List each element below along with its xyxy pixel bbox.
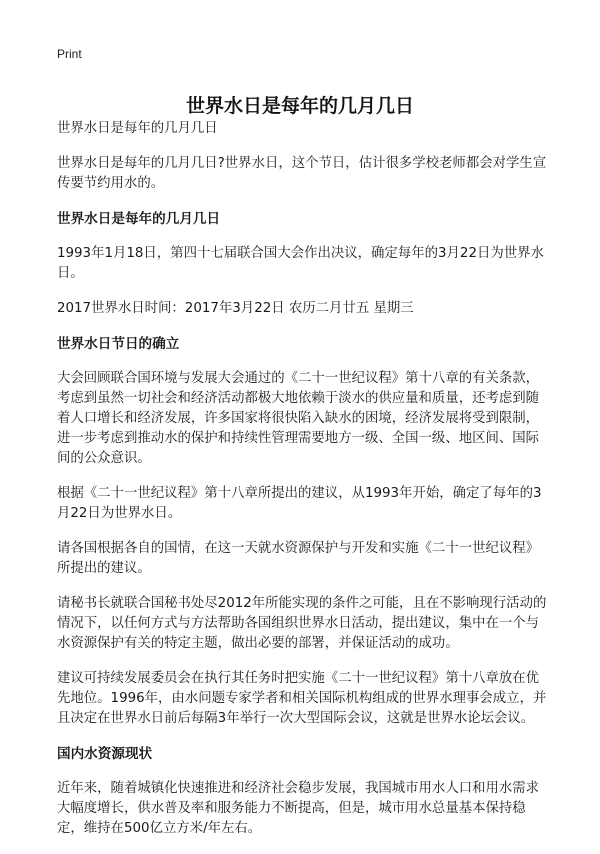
section-heading-date: 世界水日是每年的几月几日 <box>57 211 221 227</box>
paragraph-urban-water-use: 近年来，随着城镇化快速推进和经济社会稳步发展，我国城市用水人口和用水需求大幅度增长，供水普及率和服务能力不断提高，但是，城市用水总量基本保持稳定，维持在500亿立方米/年左右。 <box>57 781 540 836</box>
print-link[interactable]: Print <box>57 47 82 61</box>
paragraph-water-forum: 建议可持续发展委员会在执行其任务时把实施《二十一世纪议程》第十八章放在优先地位。1996年，由水问题专家学者和相关国际机构组成的世界水理事会成立，并且决定在世界水日前后每隔3年举行一次大型国际会议，这就是世界水论坛会议。 <box>57 671 547 726</box>
paragraph-agenda-review: 大会回顾联合国环境与发展大会通过的《二十一世纪议程》第十八章的有关条款，考虑到虽然一切社会和经济活动都极大地依赖于淡水的供应量和质量，还考虑到随着人口增长和经济发展，许多国家将很快陷入缺水的困境，经济发展将受到限制，进一步考虑到推动水的保护和持续性管理需要地方一级、全国一级、地区间、国际间的公众意识。 <box>57 371 540 466</box>
article-body <box>57 119 547 854</box>
article-subtitle: 世界水日是每年的几月几日 <box>57 121 218 136</box>
paragraph-resolution: 1993年1月18日，第四十七届联合国大会作出决议，确定每年的3月22日为世界水日。 <box>57 246 544 281</box>
paragraph-chapter-18: 根据《二十一世纪议程》第十八章所提出的建议，从1993年开始，确定了每年的3月22日为世界水日。 <box>57 486 542 521</box>
section-heading-domestic-water: 国内水资源现状 <box>57 746 153 762</box>
page-title: 世界水日是每年的几月几日 <box>185 94 414 117</box>
paragraph-2017-date: 2017世界水日时间：2017年3月22日 农历二月廿五 星期三 <box>57 301 414 316</box>
paragraph-national-conditions: 请各国根据各自的国情，在这一天就水资源保护与开发和实施《二十一世纪议程》所提出的建议。 <box>57 541 540 576</box>
paragraph-secretary-general: 请秘书长就联合国秘书处尽2012年所能实现的条件之可能，且在不影响现行活动的情况下，以任何方式与方法帮助各国组织世界水日活动，提出建议，集中在一个与水资源保护有关的特定主题，做出必要的部署，并保证活动的成功。 <box>57 596 547 651</box>
intro-paragraph: 世界水日是每年的几月几日?世界水日，这个节日，估计很多学校老师都会对学生宣传要节约用水的。 <box>57 156 547 191</box>
section-heading-establishment: 世界水日节日的确立 <box>57 336 180 352</box>
